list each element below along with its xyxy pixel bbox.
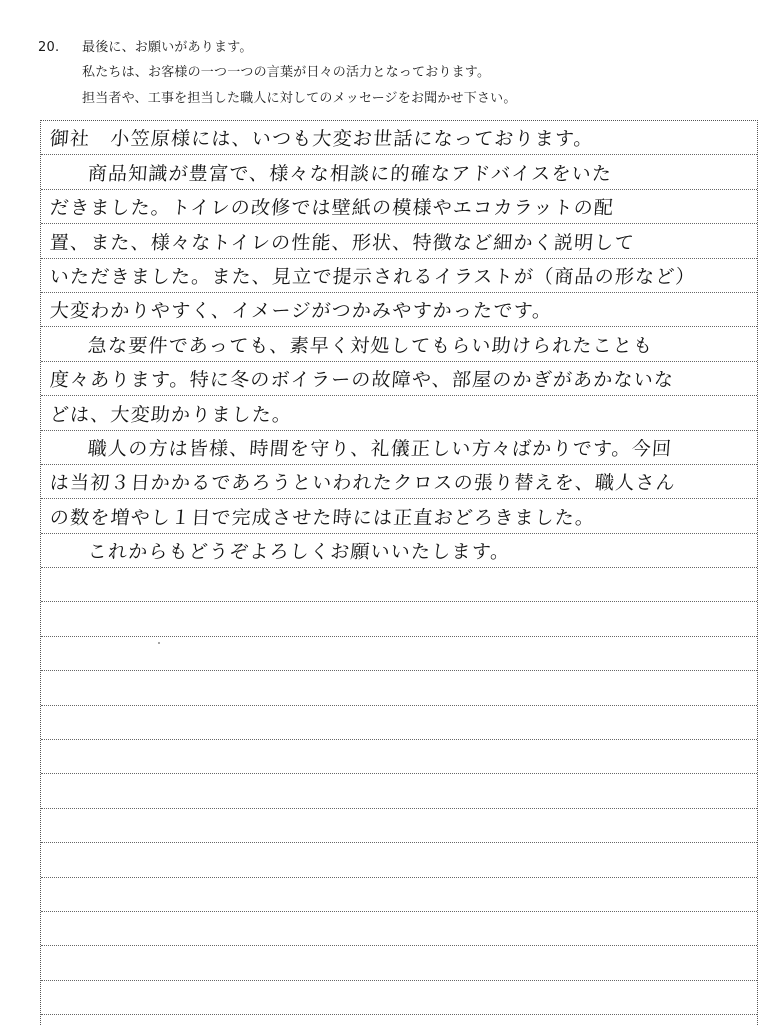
ruled-line bbox=[41, 293, 757, 327]
ruled-line bbox=[41, 912, 757, 946]
handwritten-answer-line: の数を増やし１日で完成させた時には正直おどろきました。 bbox=[49, 506, 597, 529]
handwritten-answer-line: いただきました。また、見立で提示されるイラストが（商品の形など） bbox=[49, 265, 697, 288]
ruled-line bbox=[41, 431, 757, 465]
ruled-line bbox=[41, 259, 757, 293]
ruled-line bbox=[41, 568, 757, 602]
ruled-line bbox=[41, 396, 757, 430]
ruled-line bbox=[41, 465, 757, 499]
ruled-line bbox=[41, 190, 757, 224]
paper-speck bbox=[158, 642, 160, 644]
ruled-line bbox=[41, 774, 757, 808]
ruled-line bbox=[41, 534, 757, 568]
question-text-line-1: 私たちは、お客様の一つ一つの言葉が日々の活力となっております。 bbox=[82, 65, 491, 80]
ruled-line bbox=[41, 843, 757, 877]
question-number: 20. bbox=[38, 40, 60, 55]
ruled-line bbox=[41, 602, 757, 636]
ruled-line bbox=[41, 362, 757, 396]
question-header bbox=[38, 36, 748, 112]
question-title: 最後に、お願いがあります。 bbox=[82, 40, 253, 55]
handwritten-answer-line: 置、また、様々なトイレの性能、形状、特徴など細かく説明して bbox=[49, 231, 636, 254]
ruled-line bbox=[41, 946, 757, 980]
question-text-line-2: 担当者や、工事を担当した職人に対してのメッセージをお聞かせ下さい。 bbox=[82, 91, 517, 106]
ruled-line bbox=[41, 121, 757, 155]
ruled-line bbox=[41, 327, 757, 361]
question-title-line bbox=[38, 36, 748, 60]
handwritten-answer-line: 職人の方は皆様、時間を守り、礼儀正しい方々ばかりです。今回 bbox=[87, 437, 673, 460]
handwritten-answer-line: 大変わかりやすく、イメージがつかみやすかったです。 bbox=[49, 300, 554, 323]
ruled-line bbox=[41, 740, 757, 774]
handwritten-answer-line: 御社 小笠原様には、いつも大変お世話になっております。 bbox=[49, 128, 595, 151]
ruled-line bbox=[41, 706, 757, 740]
handwritten-answer-line: 商品知識が豊富で、様々な相談に的確なアドバイスをいた bbox=[87, 162, 613, 185]
ruled-line bbox=[41, 878, 757, 912]
answer-sheet bbox=[40, 120, 758, 1025]
ruled-line bbox=[41, 671, 757, 705]
handwritten-answer-line: は当初３日かかるであろうといわれたクロスの張り替えを、職人さん bbox=[49, 472, 677, 495]
handwritten-answer-line: だきました。トイレの改修では壁紙の模様やエコカラットの配 bbox=[49, 197, 615, 220]
handwritten-answer-line: 度々あります。特に冬のボイラーの故障や、部屋のかぎがあかないな bbox=[49, 369, 675, 392]
handwritten-answer-line: どは、大変助かりました。 bbox=[49, 403, 294, 426]
handwritten-answer-line: 急な要件であっても、素早く対処してもらい助けられたことも bbox=[87, 334, 655, 357]
ruled-line bbox=[41, 224, 757, 258]
handwritten-answer-line: これからもどうぞよろしくお願いいたします。 bbox=[87, 541, 512, 564]
ruled-line bbox=[41, 499, 757, 533]
ruled-line bbox=[41, 155, 757, 189]
ruled-line bbox=[41, 981, 757, 1015]
ruled-line bbox=[41, 809, 757, 843]
ruled-line bbox=[41, 637, 757, 671]
